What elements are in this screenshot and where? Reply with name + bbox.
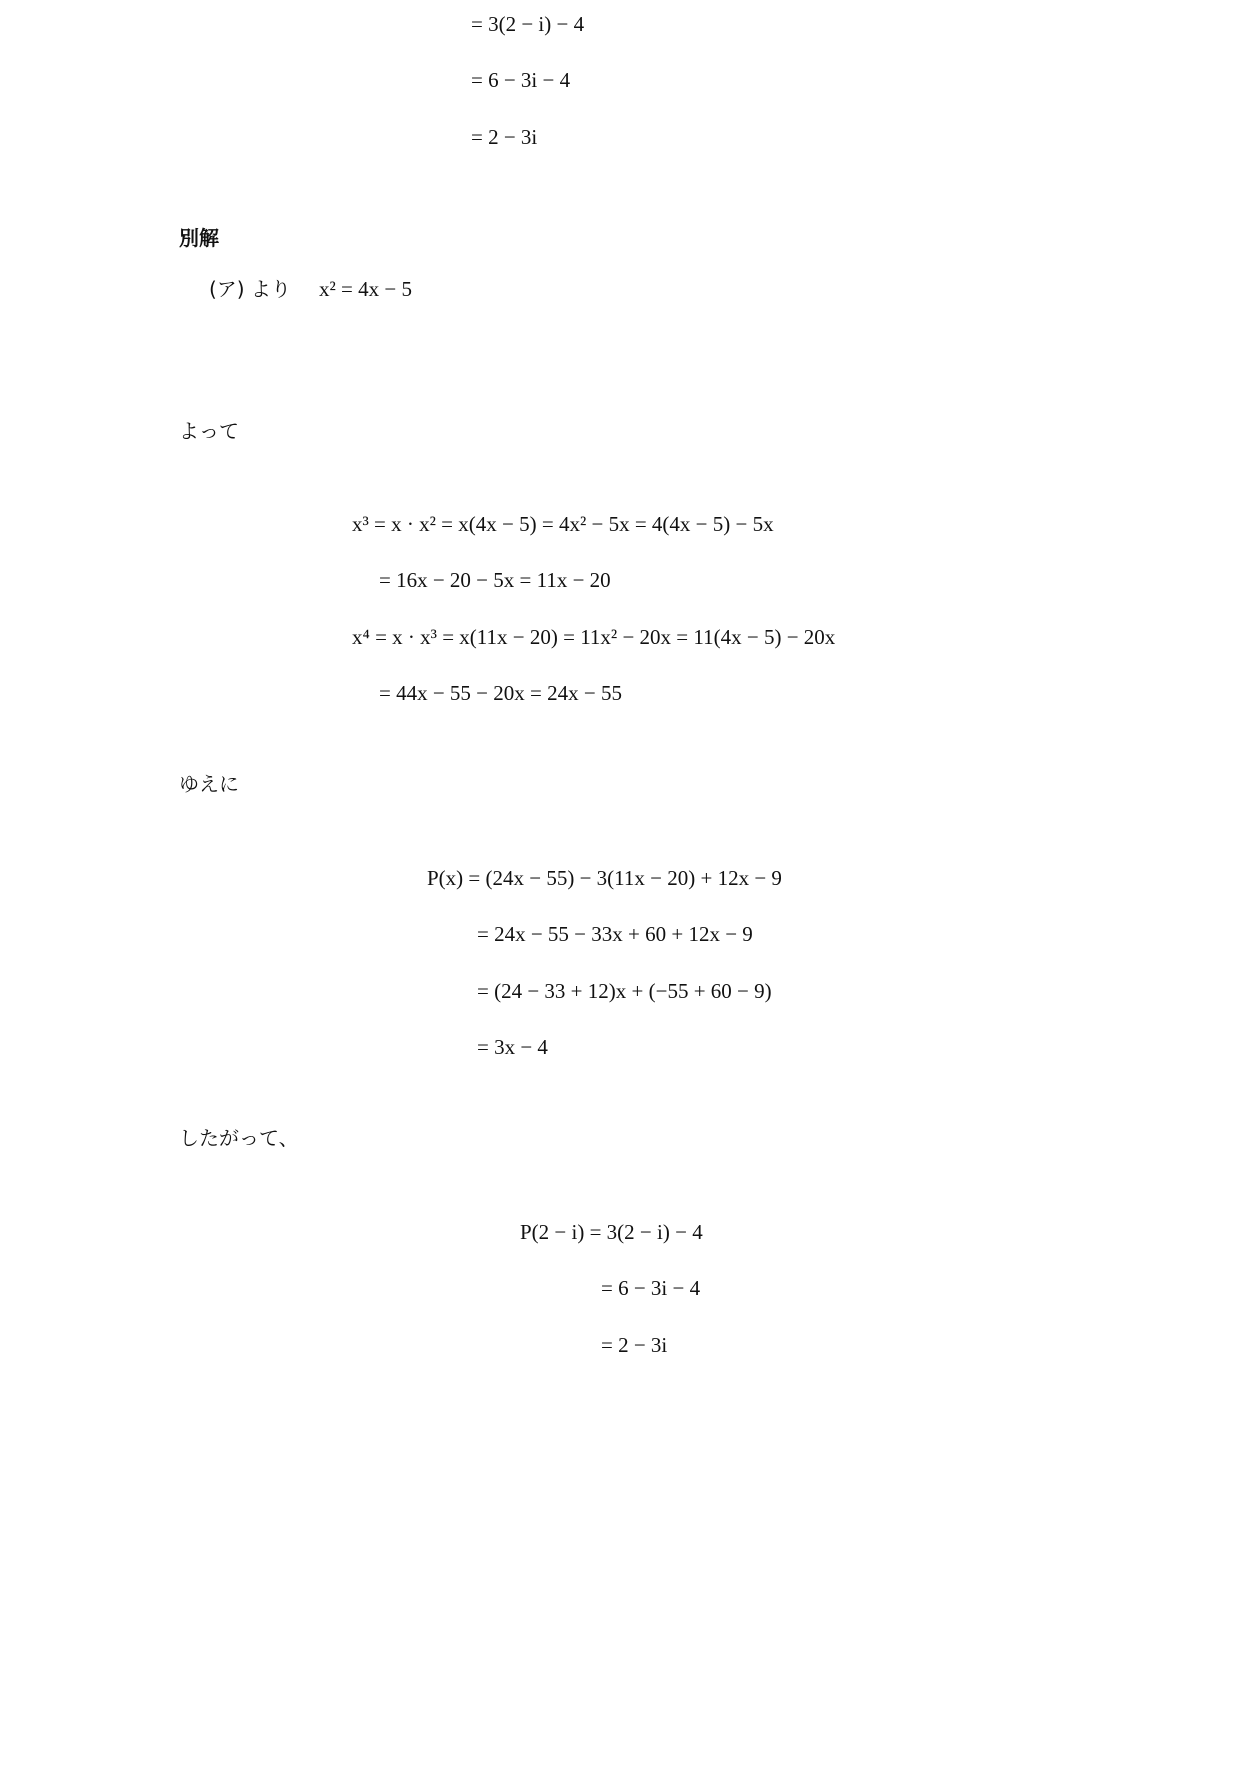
premise-label: (ア) より — [209, 277, 291, 301]
x-fourth-line-1: x⁴ = x · x³ = x(11x − 20) = 11x² − 20x = 11(4x − 5) − 20x — [352, 625, 836, 649]
conclusion-line-3: = 2 − 3i — [601, 1333, 668, 1357]
conclusion-label: したがって、 — [179, 1126, 299, 1150]
top-eq-line-1: = 3(2 − i) − 4 — [471, 12, 585, 36]
p-of-x-line-2: = 24x − 55 − 33x + 60 + 12x − 9 — [477, 922, 753, 946]
conclusion-line-2: = 6 − 3i − 4 — [601, 1276, 701, 1300]
p-of-x-line-4: = 3x − 4 — [477, 1035, 548, 1059]
top-eq-line-3: = 2 − 3i — [471, 125, 538, 149]
premise-equation: x² = 4x − 5 — [318, 277, 412, 301]
premise-line — [209, 279, 412, 300]
alt-solution-heading: 別解 — [179, 226, 219, 250]
therefore-label-2: ゆえに — [179, 772, 239, 796]
x-cubed-line-1: x³ = x · x² = x(4x − 5) = 4x² − 5x = 4(4x − 5) − 5x — [352, 512, 774, 536]
p-of-x-line-1: P(x) = (24x − 55) − 3(11x − 20) + 12x − 9 — [427, 866, 782, 890]
therefore-label-1: よって — [179, 419, 239, 443]
conclusion-line-1: P(2 − i) = 3(2 − i) − 4 — [520, 1220, 703, 1244]
p-of-x-line-3: = (24 − 33 + 12)x + (−55 + 60 − 9) — [477, 979, 772, 1003]
top-eq-line-2: = 6 − 3i − 4 — [471, 68, 571, 92]
x-cubed-line-2: = 16x − 20 − 5x = 11x − 20 — [379, 568, 611, 592]
x-fourth-line-2: = 44x − 55 − 20x = 24x − 55 — [379, 681, 622, 705]
